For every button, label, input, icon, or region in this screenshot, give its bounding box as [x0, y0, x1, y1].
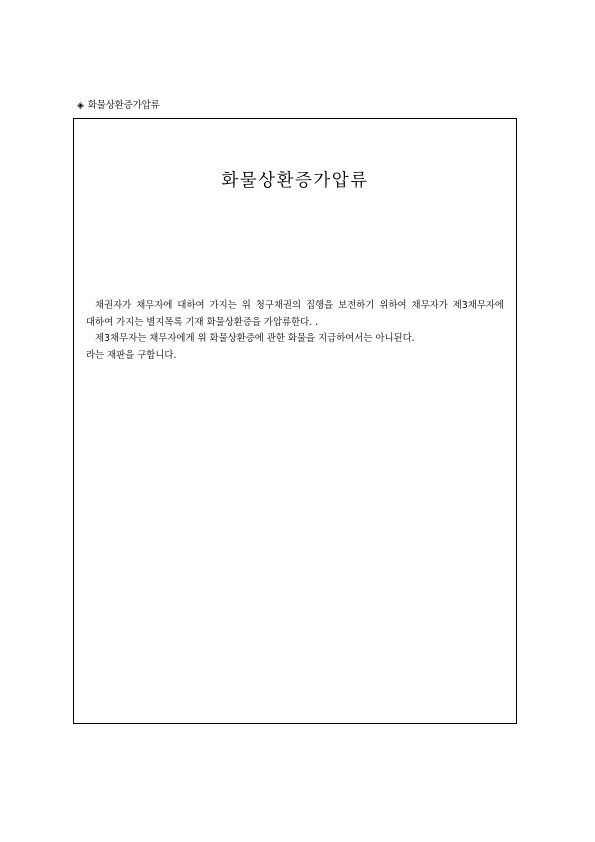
- document-body: [86, 298, 504, 364]
- section-heading: [77, 97, 160, 111]
- body-paragraph-3: 라는 재판을 구합니다.: [86, 349, 177, 361]
- document-title: 화물상환증가압류: [221, 171, 369, 191]
- section-heading-text: 화물상환증가압류: [87, 100, 160, 111]
- diamond-bullet-icon: ◈: [77, 101, 84, 111]
- document-frame: [73, 118, 517, 724]
- body-paragraph-2: 제3채무자는 채무자에게 위 화물상환증에 관한 화물을 지급하여서는 아니된다.: [95, 333, 415, 344]
- body-paragraph-1: 채권자가 채무자에 대하여 가지는 위 청구채권의 집행을 보전하기 위하여 채무자가 제3채무자에 대하여 가지는 별지목록 기재 화물상환증을 가압류한다. .: [86, 300, 504, 328]
